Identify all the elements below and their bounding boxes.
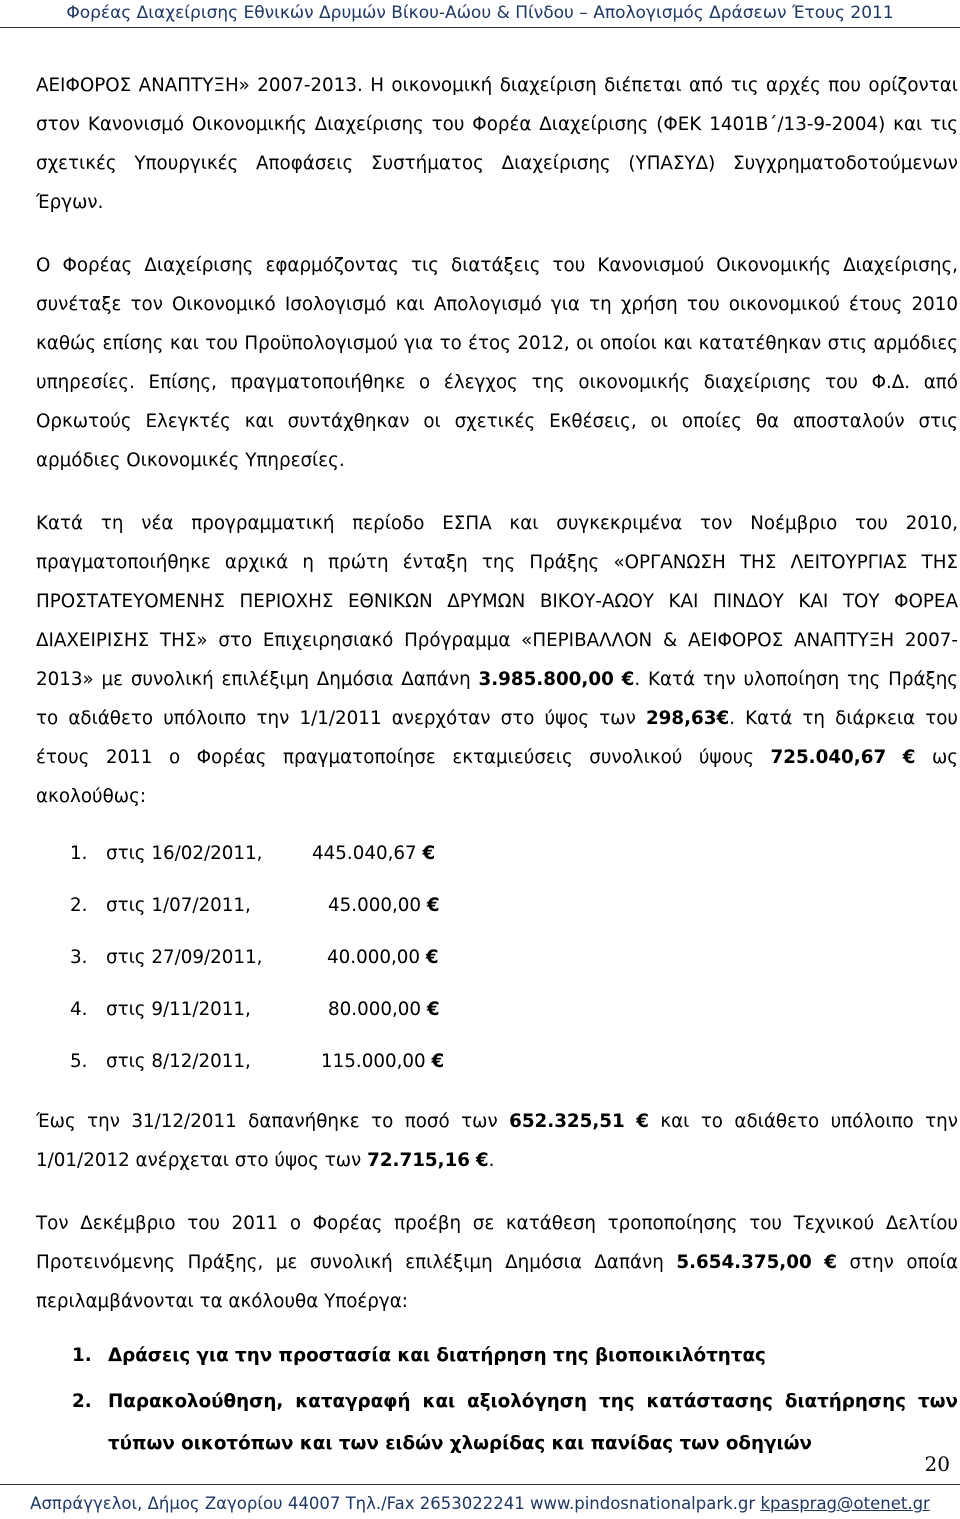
euro-icon: €	[621, 669, 635, 690]
document-body	[36, 66, 958, 1465]
payments-list	[36, 828, 958, 1088]
page-number: 20	[924, 1452, 950, 1476]
euro-icon: €	[475, 1150, 489, 1171]
footer-divider	[0, 1484, 960, 1485]
list-item: 1. Δράσεις για την προστασία και διατήρηση της βιοποικιλότητας	[72, 1345, 766, 1366]
paragraph-spent: Έως την 31/12/2011 δαπανήθηκε το ποσό των 652.325,51 € και το αδιάθετο υπόλοιπο την 1/01/2012 ανέρχεται στο ύψος των 72.715,16 €.	[36, 1111, 958, 1171]
amount-disbursed: 725.040,67	[770, 747, 887, 768]
euro-icon: €	[902, 747, 916, 768]
list-item: 3. στις 27/09/2011, 40.000,00 €	[70, 947, 439, 968]
euro-icon: €	[716, 708, 730, 729]
amount-new-eligible: 5.654.375,00	[676, 1252, 812, 1273]
paragraph-intro: ΑΕΙΦΟΡΟΣ ΑΝΑΠΤΥΞΗ» 2007-2013. Η οικονομική διαχείριση διέπεται από τις αρχές που ορίζονται στον Κανονισμό Οικονομικής Διαχείρισης του Φορέα Διαχείρισης (ΦΕΚ 1401Β΄/13-9-2004) και τις σχετικές Υπουργικές Αποφάσεις Συστήματος Διαχείρισης (ΥΠΑΣΥΔ) Συγχρηματοδοτούμενων Έργων.	[36, 75, 958, 213]
paragraph-budget: Ο Φορέας Διαχείρισης εφαρμόζοντας τις διατάξεις του Κανονισμού Οικονομικής Διαχείρισης, συνέταξε τον Οικονομικό Ισολογισμό και Απολογισμό για τη χρήση του οικονομικού έτους 2010 καθώς επίσης και του Προϋπολογισμού για το έτος 2012, οι οποίοι και κατατέθηκαν στις αρμόδιες υπηρεσίες. Επίσης, πραγματοποιήθηκε ο έλεγχος της οικονομικής διαχείρισης του Φ.Δ. από Ορκωτούς Ελεγκτές και συντάχθηκαν οι σχετικές Εκθέσεις, οι οποίες θα αποσταλούν στις αρμόδιες Οικονομικές Υπηρεσίες.	[36, 255, 958, 471]
list-item: 2. Παρακολούθηση, καταγραφή και αξιολόγηση της κατάστασης διατήρησης των τύπων οικοτόπων και των ειδών χλωρίδας και πανίδας των οδηγιών	[72, 1391, 958, 1454]
footer-address: Ασπράγγελοι, Δήμος Ζαγορίου 44007 Τηλ./Fax 2653022241	[30, 1494, 530, 1513]
amount-unallocated: 298,63	[645, 708, 717, 729]
page-footer	[0, 1494, 960, 1516]
euro-icon: €	[422, 843, 436, 864]
page-header	[0, 0, 960, 26]
footer-website: www.pindosnationalpark.gr	[530, 1494, 756, 1513]
header-divider	[0, 27, 960, 28]
euro-icon: €	[425, 947, 439, 968]
list-item: 4. στις 9/11/2011, 80.000,00 €	[70, 999, 440, 1020]
euro-icon: €	[636, 1111, 649, 1132]
euro-icon: €	[426, 895, 440, 916]
subprojects-list	[36, 1335, 958, 1465]
list-item: 5. στις 8/12/2011, 115.000,00 €	[70, 1051, 445, 1072]
euro-icon: €	[426, 999, 440, 1020]
amount-total-eligible: 3.985.800,00	[478, 669, 614, 690]
header-title: Φορέας Διαχείρισης Εθνικών Δρυμών Βίκου-Αώου & Πίνδου – Απολογισμός Δράσεων Έτους 2011	[66, 3, 894, 23]
amount-spent: 652.325,51	[509, 1111, 625, 1132]
list-item: 1. στις 16/02/2011, 445.040,67 €	[70, 843, 436, 864]
paragraph-modification: Τον Δεκέμβριο του 2011 ο Φορέας προέβη σε κατάθεση τροποποίησης του Τεχνικού Δελτίου Προτεινόμενης Πράξης, με συνολική επιλέξιμη Δημόσια Δαπάνη 5.654.375,00 € στην οποία περιλαμβάνονται τα ακόλουθα Υποέργα:	[36, 1213, 958, 1312]
paragraph-espa: Κατά τη νέα προγραμματική περίοδο ΕΣΠΑ και συγκεκριμένα τον Νοέμβριο του 2010, πραγματοποιήθηκε αρχικά η πρώτη ένταξη της Πράξης «ΟΡΓΑΝΩΣΗ ΤΗΣ ΛΕΙΤΟΥΡΓΙΑΣ ΤΗΣ ΠΡΟΣΤΑΤΕΥΟΜΕΝΗΣ ΠΕΡΙΟΧΗΣ ΕΘΝΙΚΩΝ ΔΡΥΜΩΝ ΒΙΚΟΥ-ΑΩΟΥ ΚΑΙ ΠΙΝΔΟΥ ΚΑΙ ΤΟΥ ΦΟΡΕΑ ΔΙΑΧΕΙΡΙΣΗΣ ΤΗΣ» στο Επιχειρησιακό Πρόγραμμα «ΠΕΡΙΒΑΛΛΟΝ & ΑΕΙΦΟΡΟΣ ΑΝΑΠΤΥΞΗ 2007-2013» με συνολική επιλέξιμη Δημόσια Δαπάνη 3.985.800,00 €. Κατά την υλοποίηση της Πράξης το αδιάθετο υπόλοιπο την 1/1/2011 ανερχόταν στο ύψος των 298,63€. Κατά τη διάρκεια του έτους 2011 ο Φορέας πραγματοποίησε εκταμιεύσεις συνολικού ύψους 725.040,67 € ως ακολούθως:	[36, 513, 959, 807]
list-item: 2. στις 1/07/2011, 45.000,00 €	[70, 895, 440, 916]
euro-icon: €	[824, 1252, 837, 1273]
euro-icon: €	[431, 1051, 445, 1072]
amount-remaining: 72.715,16	[367, 1150, 471, 1171]
footer-email-link[interactable]: kpasprag@otenet.gr	[760, 1494, 930, 1513]
